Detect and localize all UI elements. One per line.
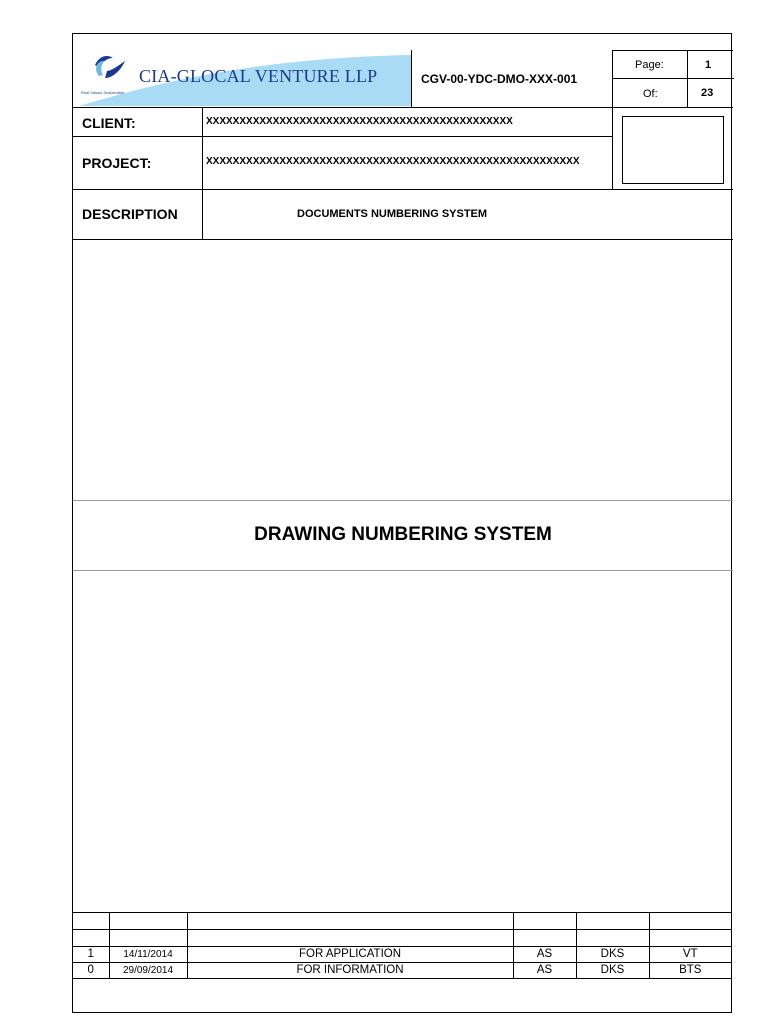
project-value: XXXXXXXXXXXXXXXXXXXXXXXXXXXXXXXXXXXXXXXXXXXXXXXXXXXXXXXX <box>206 156 580 167</box>
client-label: CLIENT: <box>82 115 136 131</box>
project-label: PROJECT: <box>82 155 152 171</box>
company-name: CIA-GLOCAL VENTURE LLP <box>139 66 378 86</box>
revision-prepared: AS <box>513 947 576 963</box>
revision-approved: BTS <box>649 963 731 979</box>
revision-prepared: AS <box>513 963 576 979</box>
revision-number: 1 <box>73 947 109 963</box>
revision-checked: DKS <box>576 963 649 979</box>
revision-number: 0 <box>73 963 109 979</box>
client-value: XXXXXXXXXXXXXXXXXXXXXXXXXXXXXXXXXXXXXXXXXXXXXX <box>206 116 513 127</box>
company-logo <box>73 34 411 106</box>
page-count-box <box>612 50 733 107</box>
stamp-box <box>622 116 724 184</box>
revision-table <box>73 912 731 979</box>
description-value: DOCUMENTS NUMBERING SYSTEM <box>297 208 488 220</box>
header-bottom-line <box>73 107 733 108</box>
revision-date: 14/11/2014 <box>109 947 187 963</box>
revision-blank-row <box>73 913 731 930</box>
document-sheet <box>72 33 732 1013</box>
stamp-column-divider <box>612 107 613 189</box>
label-column-divider <box>202 107 203 239</box>
description-divider <box>73 239 733 240</box>
of-value: 23 <box>701 87 714 99</box>
revision-checked: DKS <box>576 947 649 963</box>
title-band-bottom <box>73 570 733 571</box>
description-label: DESCRIPTION <box>82 206 178 222</box>
revision-date: 29/09/2014 <box>109 963 187 979</box>
company-tagline: Real Values Sustainable <box>81 90 125 95</box>
of-label: Of: <box>643 88 658 100</box>
revision-approved: VT <box>649 947 731 963</box>
revision-row <box>73 947 731 963</box>
main-title: DRAWING NUMBERING SYSTEM <box>254 524 552 545</box>
document-number: CGV-00-YDC-DMO-XXX-001 <box>421 72 578 86</box>
page-value: 1 <box>705 59 712 71</box>
header-divider <box>411 50 412 108</box>
swirl-icon <box>95 56 125 78</box>
revision-purpose: FOR INFORMATION <box>187 963 513 979</box>
page-label: Page: <box>635 59 664 71</box>
title-band-top <box>73 500 733 501</box>
project-divider <box>73 189 733 190</box>
client-divider <box>73 136 612 137</box>
revision-row <box>73 963 731 979</box>
revision-blank-row <box>73 930 731 947</box>
revision-purpose: FOR APPLICATION <box>187 947 513 963</box>
